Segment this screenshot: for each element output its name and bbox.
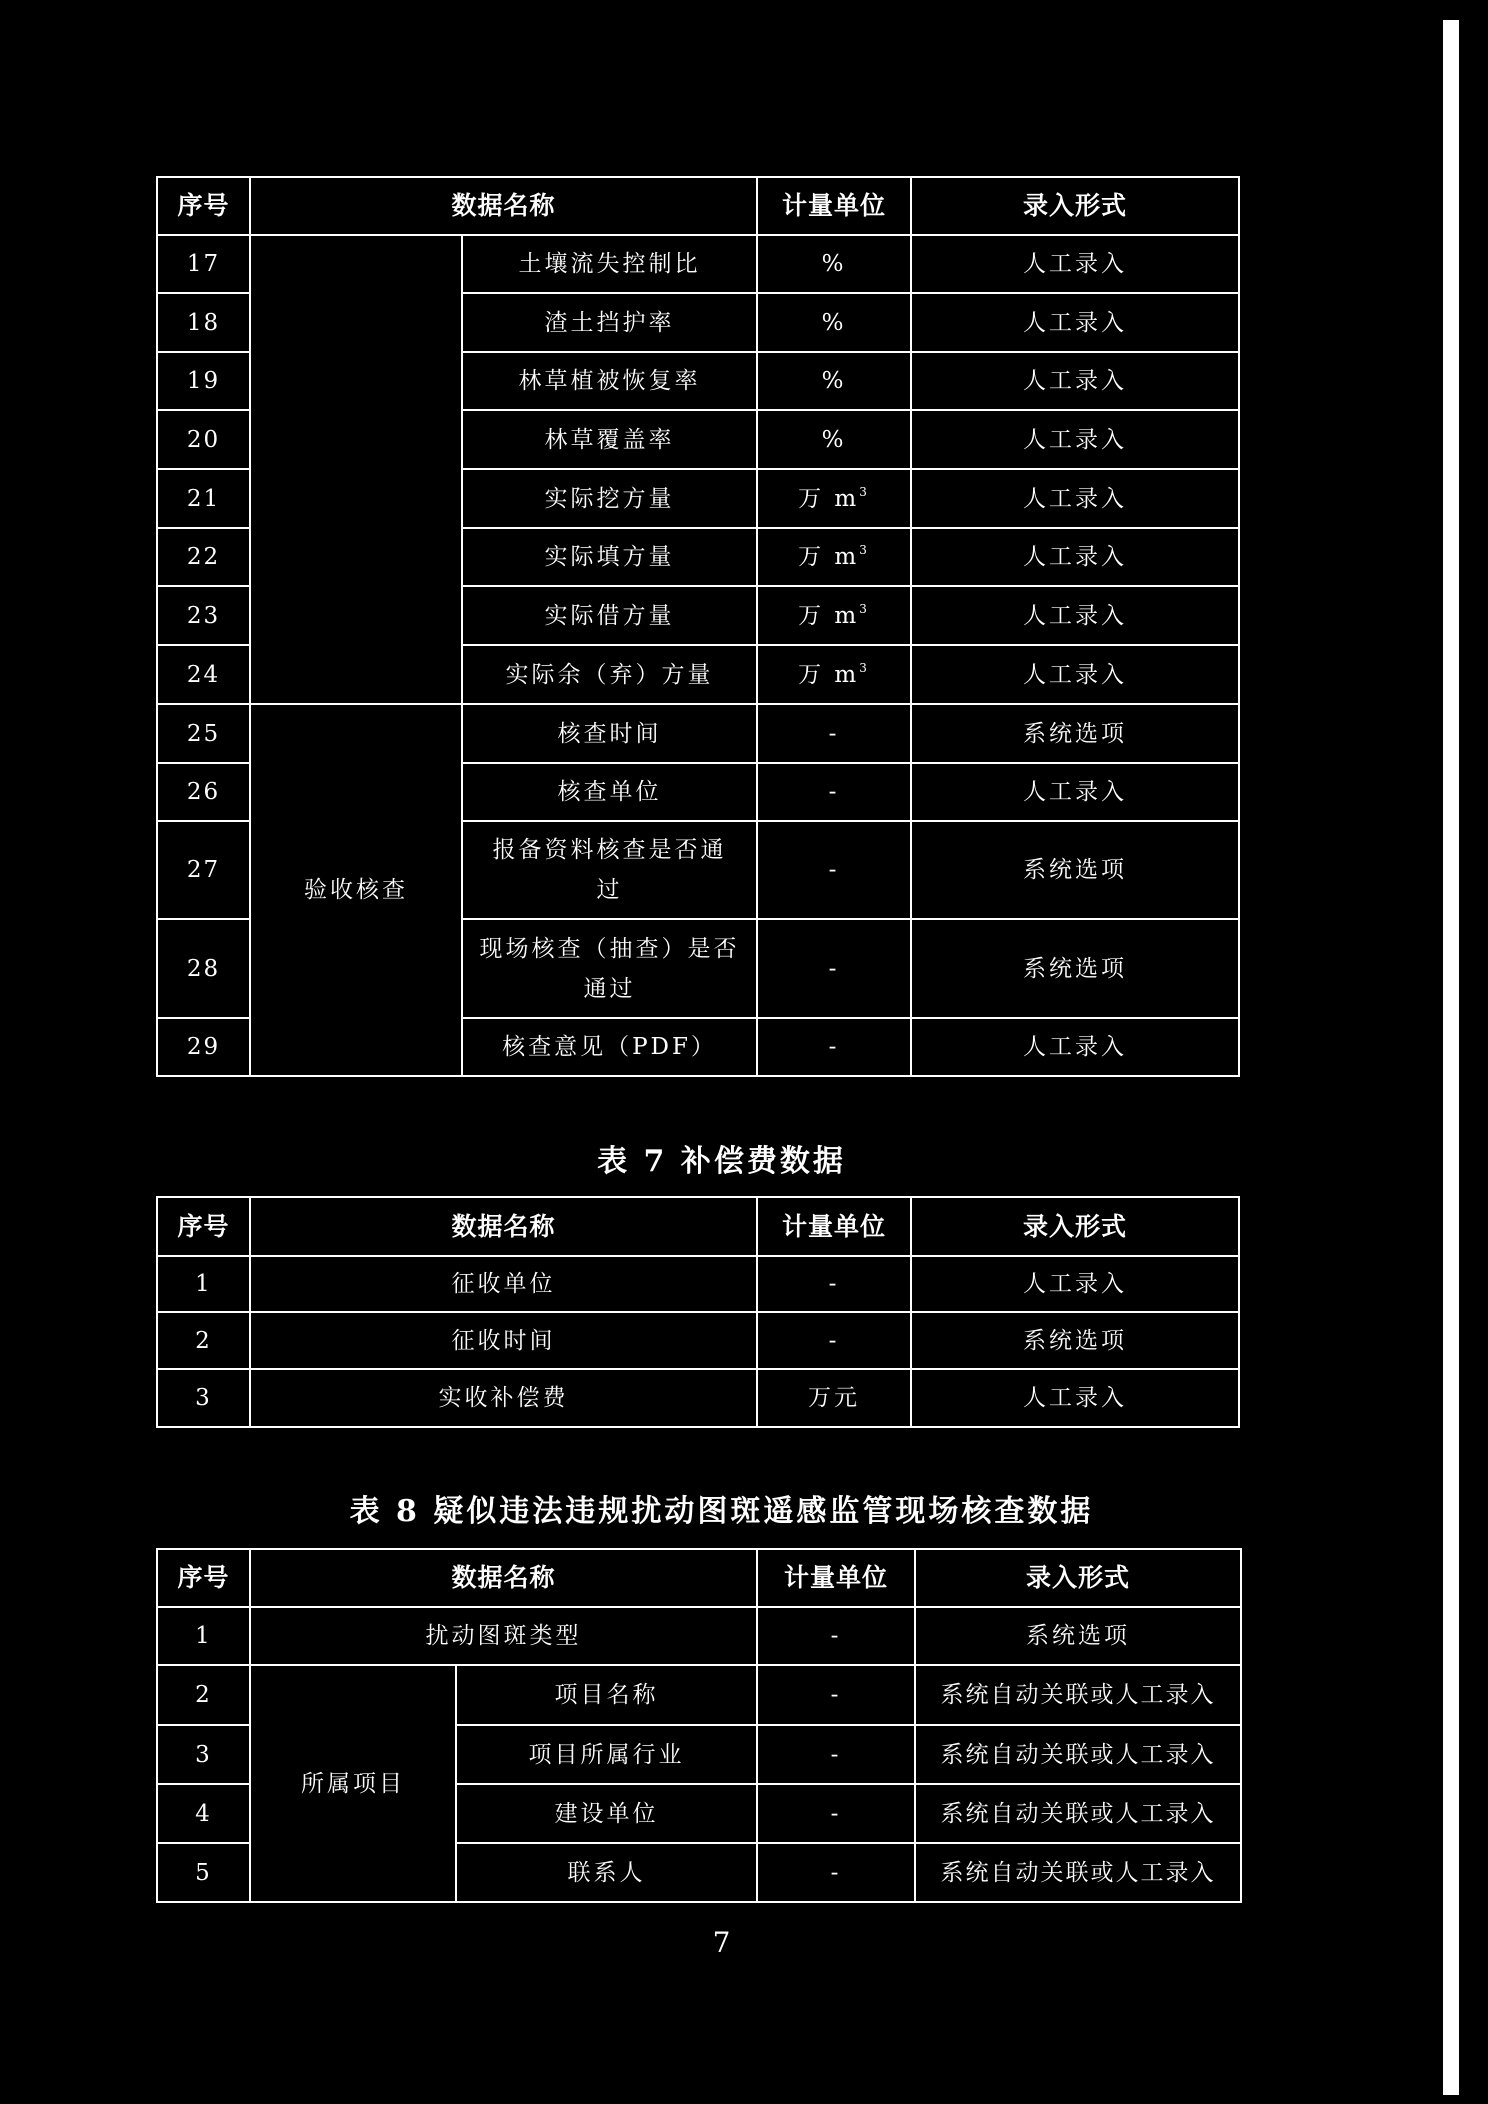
unit-cell: - xyxy=(757,919,911,1018)
row-number: 19 xyxy=(157,352,250,410)
row-number: 17 xyxy=(157,235,250,293)
input-mode-cell: 系统选项 xyxy=(911,821,1239,919)
input-mode-cell: 人工录入 xyxy=(911,469,1239,528)
row-number: 1 xyxy=(157,1256,250,1312)
input-mode-cell: 系统选项 xyxy=(911,704,1239,763)
col-header-unit: 计量单位 xyxy=(757,177,911,235)
row-number: 22 xyxy=(157,528,250,586)
input-mode-cell: 人工录入 xyxy=(911,352,1239,410)
input-mode-cell: 人工录入 xyxy=(911,586,1239,645)
col-header-name: 数据名称 xyxy=(250,1549,757,1607)
data-name-cell: 实际借方量 xyxy=(462,586,757,645)
unit-cell xyxy=(757,586,911,645)
unit-cell: - xyxy=(757,704,911,763)
data-name-cell: 实际填方量 xyxy=(462,528,757,586)
input-mode-cell: 人工录入 xyxy=(911,235,1239,293)
unit-text: 万 m xyxy=(798,602,860,629)
unit-text: 万 m xyxy=(798,485,860,512)
unit-superscript: 3 xyxy=(859,543,870,557)
data-name-cell: 林草植被恢复率 xyxy=(462,352,757,410)
unit-cell: - xyxy=(757,1607,915,1665)
row-number: 27 xyxy=(157,821,250,919)
unit-superscript: 3 xyxy=(859,601,870,616)
data-name-cell: 报备资料核查是否通过 xyxy=(462,821,757,919)
data-name-cell: 核查时间 xyxy=(462,704,757,763)
col-header-seq: 序号 xyxy=(157,1549,250,1607)
table-compensation-fee xyxy=(156,1196,1240,1428)
unit-cell: 万元 xyxy=(757,1369,911,1427)
row-number: 3 xyxy=(157,1369,250,1427)
row-number: 4 xyxy=(157,1784,250,1843)
unit-cell: - xyxy=(757,1843,915,1902)
unit-superscript: 3 xyxy=(859,660,870,675)
input-mode-cell: 人工录入 xyxy=(911,645,1239,704)
col-header-input: 录入形式 xyxy=(915,1549,1241,1607)
page-number: 7 xyxy=(712,1926,731,1959)
data-name-cell: 现场核查（抽查）是否通过 xyxy=(462,919,757,1018)
unit-cell: % xyxy=(757,410,911,469)
input-mode-cell: 人工录入 xyxy=(911,1256,1239,1312)
row-number: 26 xyxy=(157,763,250,821)
data-name-cell: 项目所属行业 xyxy=(456,1725,757,1784)
data-name-cell: 土壤流失控制比 xyxy=(462,235,757,293)
row-number: 24 xyxy=(157,645,250,704)
input-mode-cell: 人工录入 xyxy=(911,1018,1239,1076)
row-number: 21 xyxy=(157,469,250,528)
scan-edge-bar xyxy=(1443,20,1459,2095)
data-name-cell: 联系人 xyxy=(456,1843,757,1902)
table-header-row xyxy=(157,1197,1239,1256)
table-disturbance-patch-check xyxy=(156,1548,1242,1903)
input-mode-cell: 人工录入 xyxy=(911,410,1239,469)
unit-cell: - xyxy=(757,821,911,919)
table-row xyxy=(157,235,1239,293)
unit-cell: % xyxy=(757,293,911,352)
unit-superscript: 3 xyxy=(859,484,870,499)
row-number: 3 xyxy=(157,1725,250,1784)
table-header-row xyxy=(157,177,1239,235)
data-name-cell: 征收时间 xyxy=(250,1312,757,1369)
unit-text: 万 m xyxy=(798,544,860,570)
input-mode-cell: 系统选项 xyxy=(911,919,1239,1018)
col-header-seq: 序号 xyxy=(157,1197,250,1256)
col-header-input: 录入形式 xyxy=(911,1197,1239,1256)
row-number: 1 xyxy=(157,1607,250,1665)
unit-cell: - xyxy=(757,763,911,821)
table-7-caption: 表 7 补偿费数据 xyxy=(597,1144,846,1179)
table-row xyxy=(157,1665,1241,1725)
col-header-unit: 计量单位 xyxy=(757,1197,911,1256)
col-header-input: 录入形式 xyxy=(911,177,1239,235)
data-name-cell: 扰动图斑类型 xyxy=(250,1607,757,1665)
unit-cell: - xyxy=(757,1784,915,1843)
unit-cell xyxy=(757,528,911,586)
row-number: 18 xyxy=(157,293,250,352)
row-number: 29 xyxy=(157,1018,250,1076)
input-mode-cell: 人工录入 xyxy=(911,1369,1239,1427)
input-mode-cell: 人工录入 xyxy=(911,528,1239,586)
data-name-cell: 征收单位 xyxy=(250,1256,757,1312)
row-number: 2 xyxy=(157,1312,250,1369)
unit-text: 万 m xyxy=(798,661,860,688)
group-cell-project: 所属项目 xyxy=(250,1665,456,1902)
table-row xyxy=(157,1369,1239,1427)
data-name-cell: 建设单位 xyxy=(456,1784,757,1843)
group-cell-empty xyxy=(250,235,462,704)
row-number: 5 xyxy=(157,1843,250,1902)
unit-cell: % xyxy=(757,235,911,293)
table-row xyxy=(157,1607,1241,1665)
unit-cell: - xyxy=(757,1725,915,1784)
row-number: 23 xyxy=(157,586,250,645)
input-mode-cell: 系统自动关联或人工录入 xyxy=(915,1843,1241,1902)
data-name-cell: 实际余（弃）方量 xyxy=(462,645,757,704)
col-header-unit: 计量单位 xyxy=(757,1549,915,1607)
unit-cell: - xyxy=(757,1312,911,1369)
input-mode-cell: 人工录入 xyxy=(911,763,1239,821)
unit-cell: - xyxy=(757,1665,915,1725)
data-name-cell: 实际挖方量 xyxy=(462,469,757,528)
table-8-caption: 表 8 疑似违法违规扰动图斑遥感监管现场核查数据 xyxy=(349,1494,1094,1529)
input-mode-cell: 系统自动关联或人工录入 xyxy=(915,1665,1241,1725)
row-number: 20 xyxy=(157,410,250,469)
unit-cell: - xyxy=(757,1256,911,1312)
data-name-cell: 项目名称 xyxy=(456,1665,757,1725)
input-mode-cell: 系统选项 xyxy=(915,1607,1241,1665)
input-mode-cell: 人工录入 xyxy=(911,293,1239,352)
table-header-row xyxy=(157,1549,1241,1607)
data-name-cell: 渣土挡护率 xyxy=(462,293,757,352)
table-row xyxy=(157,1256,1239,1312)
data-name-cell: 实收补偿费 xyxy=(250,1369,757,1427)
input-mode-cell: 系统自动关联或人工录入 xyxy=(915,1784,1241,1843)
col-header-seq: 序号 xyxy=(157,177,250,235)
data-name-cell: 林草覆盖率 xyxy=(462,410,757,469)
unit-cell xyxy=(757,469,911,528)
unit-cell: % xyxy=(757,352,911,410)
unit-cell: - xyxy=(757,1018,911,1076)
data-name-cell: 核查单位 xyxy=(462,763,757,821)
table-row xyxy=(157,704,1239,763)
col-header-name: 数据名称 xyxy=(250,1197,757,1256)
group-cell-acceptance-check: 验收核查 xyxy=(250,704,462,1076)
data-name-cell: 核查意见（PDF） xyxy=(462,1018,757,1076)
row-number: 25 xyxy=(157,704,250,763)
row-number: 28 xyxy=(157,919,250,1018)
input-mode-cell: 系统自动关联或人工录入 xyxy=(915,1725,1241,1784)
col-header-name: 数据名称 xyxy=(250,177,757,235)
unit-cell xyxy=(757,645,911,704)
table-row xyxy=(157,1312,1239,1369)
input-mode-cell: 系统选项 xyxy=(911,1312,1239,1369)
table-acceptance-data xyxy=(156,176,1240,1077)
row-number: 2 xyxy=(157,1665,250,1725)
